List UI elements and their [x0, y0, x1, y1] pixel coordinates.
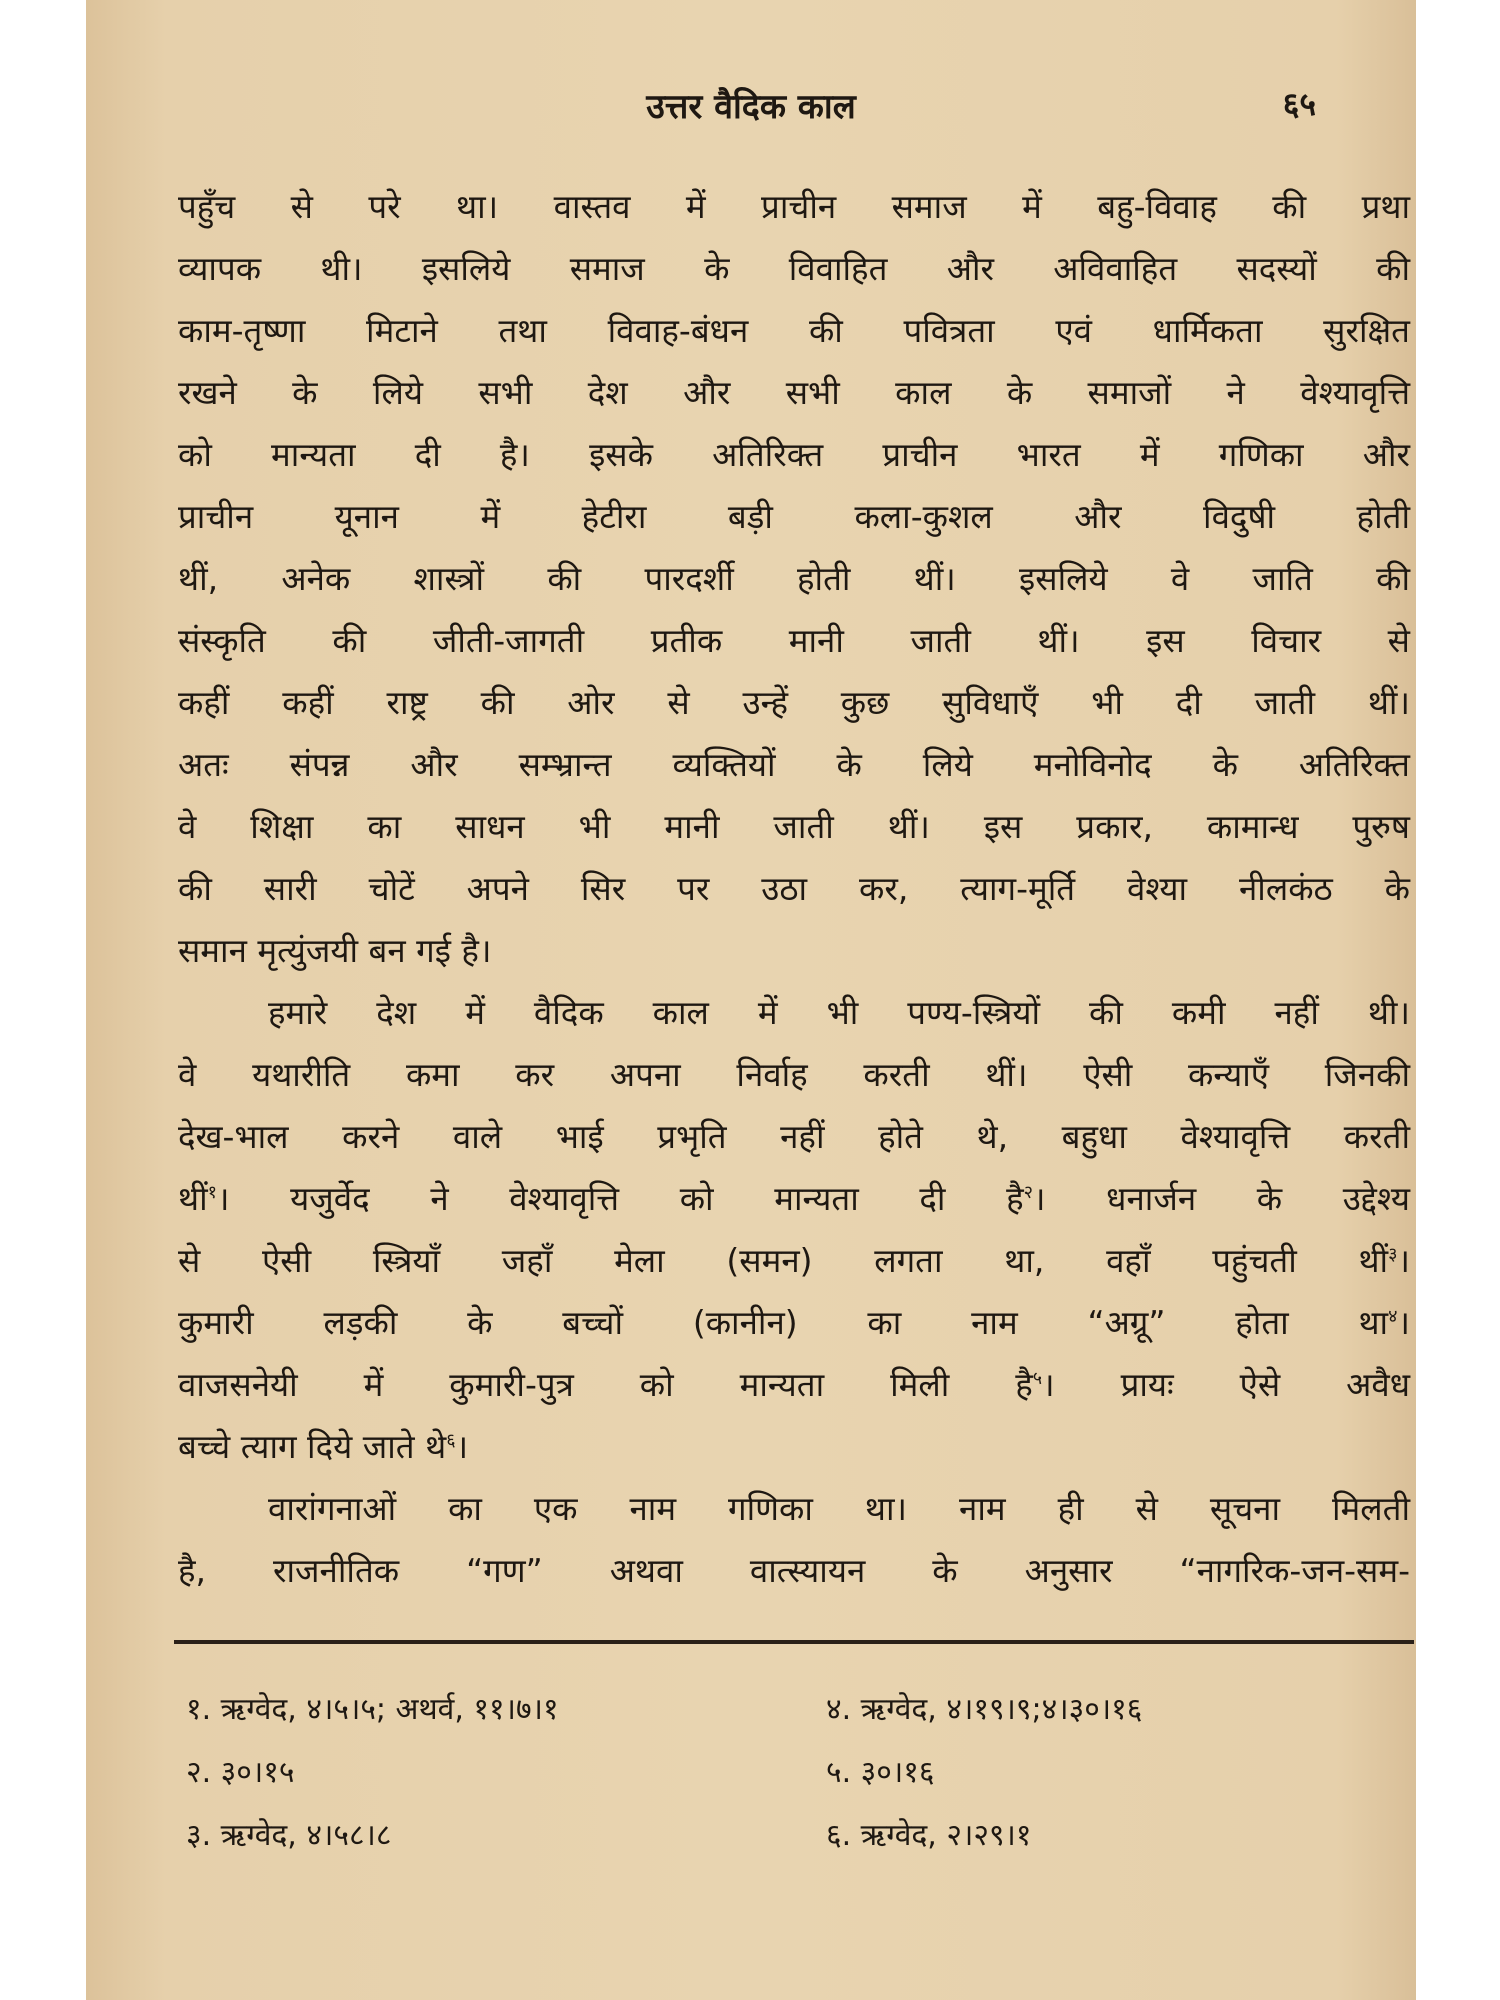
footnote-divider: [174, 1640, 1414, 1644]
text-segment: वारांगनाओं का एक नाम गणिका था। नाम ही से सूचना मिलती: [268, 1489, 1410, 1528]
text-line: [178, 1354, 1410, 1416]
text-segment: पहुँच से परे था। वास्तव में प्राचीन समाज में बहु-विवाह की प्रथा: [178, 187, 1410, 226]
text-segment: व्यापक थी। इसलिये समाज के विवाहित और अविवाहित सदस्यों की: [178, 249, 1410, 288]
text-line: [178, 1416, 1410, 1478]
footnotes: [186, 1678, 1416, 1867]
footnote-row: [186, 1741, 1416, 1804]
footnote-5: ५. ३०।१६: [826, 1755, 935, 1790]
text-segment: कुमारी लड़की के बच्चों (कानीन) का नाम “अग्रू” होता था: [178, 1303, 1389, 1342]
text-segment: हमारे देश में वैदिक काल में भी पण्य-स्त्रियों की कमी नहीं थी।: [268, 993, 1410, 1032]
text-line: [178, 424, 1410, 486]
text-line: [178, 1230, 1410, 1292]
footnote-6: ६. ऋग्वेद, २।२९।१: [826, 1818, 1032, 1853]
book-page: [86, 0, 1416, 2000]
page-header: [86, 82, 1416, 132]
text-segment: वे यथारीति कमा कर अपना निर्वाह करती थीं। ऐसी कन्याएँ जिनकी: [178, 1055, 1410, 1094]
text-line: [178, 238, 1410, 300]
text-segment: । यजुर्वेद ने वेश्यावृत्ति को मान्यता दी है: [217, 1179, 1024, 1218]
footnote-marker: ६: [446, 1430, 456, 1451]
text-line: [178, 486, 1410, 548]
text-segment: । धनार्जन के उद्देश्य: [1033, 1179, 1410, 1218]
text-line: [178, 982, 1410, 1044]
body-text: [178, 176, 1410, 1602]
footnote-marker: २: [1023, 1182, 1034, 1203]
text-segment: काम-तृष्णा मिटाने तथा विवाह-बंधन की पवित्रता एवं धार्मिकता सुरक्षित: [178, 311, 1410, 350]
text-line: [178, 796, 1410, 858]
footnote-row: [186, 1678, 1416, 1741]
text-line: [178, 858, 1410, 920]
text-segment: थीं, अनेक शास्त्रों की पारदर्शी होती थीं। इसलिये वे जाति की: [178, 559, 1410, 598]
text-segment: । प्रायः ऐसे अवैध: [1042, 1365, 1410, 1404]
text-segment: देख-भाल करने वाले भाई प्रभृति नहीं होते थे, बहुधा वेश्यावृत्ति करती: [178, 1117, 1410, 1156]
footnote-marker: ३: [1388, 1244, 1398, 1265]
text-line: [178, 1106, 1410, 1168]
text-segment: ।: [1397, 1303, 1410, 1342]
text-segment: समान मृत्युंजयी बन गई है।: [178, 931, 492, 970]
text-segment: वाजसनेयी में कुमारी-पुत्र को मान्यता मिली है: [178, 1365, 1033, 1404]
footnote-marker: ५: [1032, 1368, 1043, 1389]
text-segment: ।: [1397, 1241, 1410, 1280]
text-line: [178, 1044, 1410, 1106]
footnote-3: ३. ऋग्वेद, ४।५८।८: [186, 1818, 392, 1853]
footnote-4: ४. ऋग्वेद, ४।१९।९;४।३०।१६: [826, 1692, 1143, 1727]
text-segment: है, राजनीतिक “गण” अथवा वात्स्यायन के अनुसार “नागरिक-जन-सम-: [178, 1551, 1410, 1590]
text-line: [178, 1478, 1410, 1540]
text-line: [178, 1540, 1410, 1602]
text-segment: बच्चे त्याग दिये जाते थे: [178, 1427, 447, 1466]
text-segment: प्राचीन यूनान में हेटीरा बड़ी कला-कुशल और विदुषी होती: [178, 497, 1410, 536]
text-segment: थीं: [178, 1179, 208, 1218]
footnote-marker: १: [207, 1182, 218, 1203]
footnote-row: [186, 1804, 1416, 1867]
text-line: [178, 1168, 1410, 1230]
text-segment: वे शिक्षा का साधन भी मानी जाती थीं। इस प्रकार, कामान्ध पुरुष: [178, 807, 1410, 846]
text-line: [178, 300, 1410, 362]
page-number: ६५: [1282, 85, 1316, 123]
text-line: [178, 920, 1410, 982]
text-segment: को मान्यता दी है। इसके अतिरिक्त प्राचीन भारत में गणिका और: [178, 435, 1410, 474]
text-segment: संस्कृति की जीती-जागती प्रतीक मानी जाती थीं। इस विचार से: [178, 621, 1410, 660]
footnote-marker: ४: [1388, 1306, 1398, 1327]
text-segment: रखने के लिये सभी देश और सभी काल के समाजों ने वेश्यावृत्ति: [178, 373, 1410, 412]
text-line: [178, 362, 1410, 424]
text-line: [178, 176, 1410, 238]
footnote-2: २. ३०।१५: [186, 1755, 295, 1790]
footnote-1: १. ऋग्वेद, ४।५।५; अथर्व, ११।७।१: [186, 1692, 559, 1727]
running-title: उत्तर वैदिक काल: [646, 87, 856, 127]
text-line: [178, 1292, 1410, 1354]
text-line: [178, 610, 1410, 672]
text-segment: से ऐसी स्त्रियाँ जहाँ मेला (समन) लगता था, वहाँ पहुंचती थीं: [178, 1241, 1389, 1280]
text-segment: अतः संपन्न और सम्भ्रान्त व्यक्तियों के लिये मनोविनोद के अतिरिक्त: [178, 745, 1410, 784]
text-segment: कहीं कहीं राष्ट्र की ओर से उन्हें कुछ सुविधाएँ भी दी जाती थीं।: [178, 683, 1410, 722]
text-line: [178, 734, 1410, 796]
text-segment: ।: [455, 1427, 469, 1466]
text-line: [178, 672, 1410, 734]
text-segment: की सारी चोटें अपने सिर पर उठा कर, त्याग-मूर्ति वेश्या नीलकंठ के: [178, 869, 1410, 908]
text-line: [178, 548, 1410, 610]
